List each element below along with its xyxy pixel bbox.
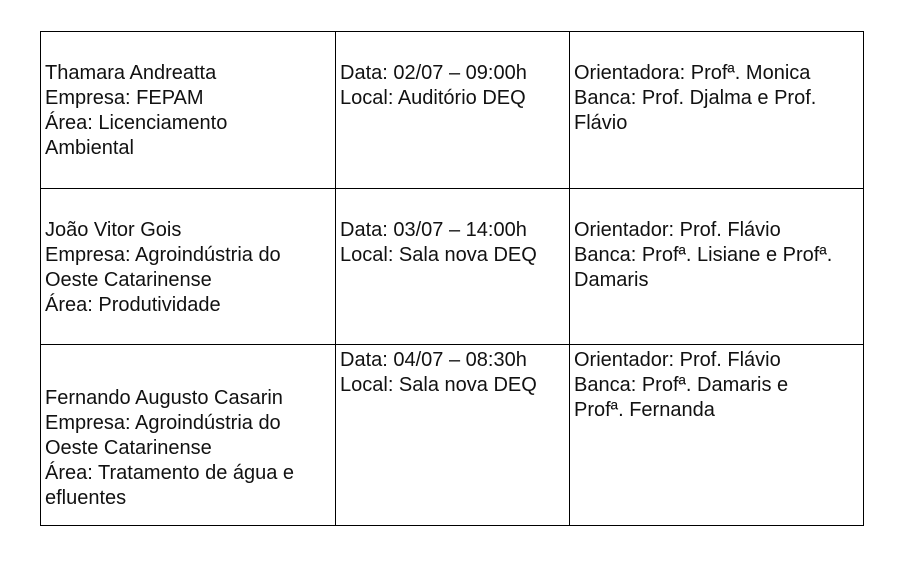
board-cell [570,32,864,189]
examiners: Banca: Profª. Lisiane e Profª. [574,244,833,266]
advisor: Orientador: Prof. Flávio [574,349,781,371]
student-area-cont: efluentes [45,487,127,509]
student-area-cont: Ambiental [45,137,134,159]
examiners-cont: Damaris [574,269,649,291]
advisor: Orientador: Prof. Flávio [574,219,781,241]
schedule-location: Local: Auditório DEQ [340,87,526,109]
student-company: Empresa: Agroindústria do [45,244,281,266]
student-name: Fernando Augusto Casarin [45,387,283,409]
schedule-date: Data: 03/07 – 14:00h [340,219,527,241]
student-cell [41,345,336,526]
student-area: Área: Produtividade [45,294,221,316]
student-name: Thamara Andreatta [45,62,217,84]
examiners: Banca: Profª. Damaris e [574,374,789,396]
table-row [41,345,864,526]
board-cell [570,189,864,345]
student-company: Empresa: FEPAM [45,87,204,109]
schedule-cell [336,189,570,345]
schedule-location: Local: Sala nova DEQ [340,244,537,266]
student-area: Área: Tratamento de água e [45,462,295,484]
student-name: João Vitor Gois [45,219,182,241]
student-cell [41,32,336,189]
schedule-date: Data: 04/07 – 08:30h [340,349,527,371]
schedule-cell [336,345,570,526]
advisor: Orientadora: Profª. Monica [574,62,811,84]
defense-schedule-table [40,31,864,526]
examiners: Banca: Prof. Djalma e Prof. [574,87,817,109]
schedule-cell [336,32,570,189]
schedule-location: Local: Sala nova DEQ [340,374,537,396]
examiners-cont: Profª. Fernanda [574,399,715,421]
student-company-cont: Oeste Catarinense [45,437,212,459]
examiners-cont: Flávio [574,112,628,134]
board-cell [570,345,864,526]
table-row [41,32,864,189]
schedule-date: Data: 02/07 – 09:00h [340,62,527,84]
student-area: Área: Licenciamento [45,112,228,134]
student-cell [41,189,336,345]
table-row [41,189,864,345]
student-company-cont: Oeste Catarinense [45,269,212,291]
student-company: Empresa: Agroindústria do [45,412,281,434]
